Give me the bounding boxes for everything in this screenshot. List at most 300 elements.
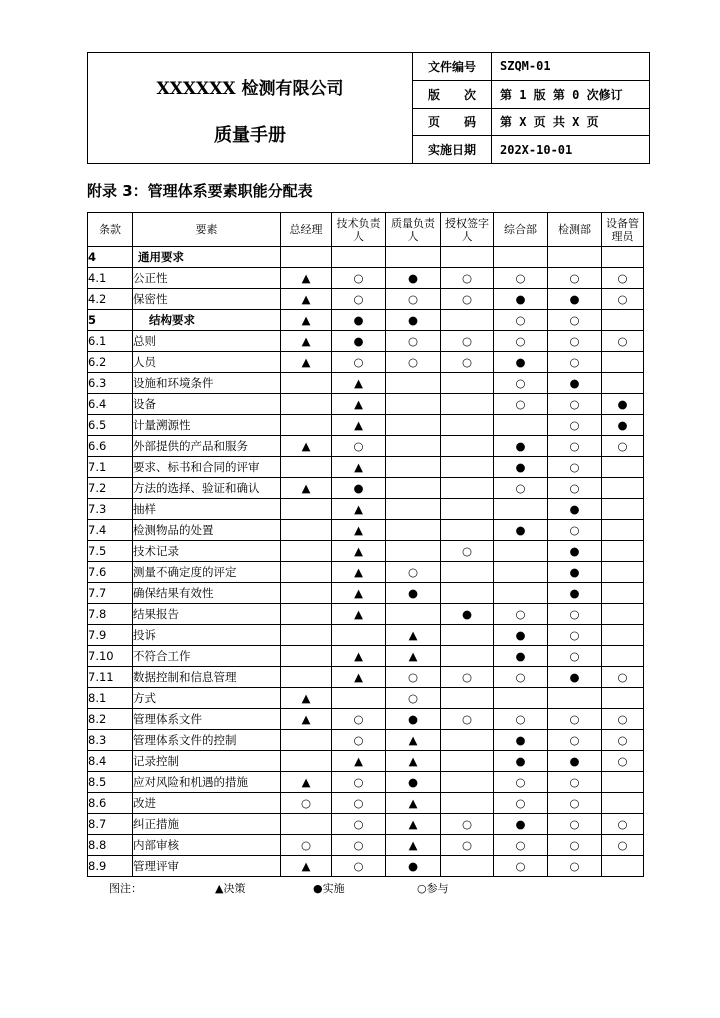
role-mark	[281, 415, 332, 436]
role-mark	[386, 457, 441, 478]
role-mark	[548, 247, 602, 268]
clause-number: 8.2	[88, 709, 133, 730]
role-mark: ●	[548, 562, 602, 583]
role-mark: ○	[494, 268, 548, 289]
table-row	[88, 289, 644, 310]
element-name: 外部提供的产品和服务	[133, 436, 281, 457]
role-mark	[281, 646, 332, 667]
table-row	[88, 667, 644, 688]
role-mark: ●	[494, 520, 548, 541]
table-row	[88, 520, 644, 541]
element-name: 确保结果有效性	[133, 583, 281, 604]
role-mark	[386, 604, 441, 625]
role-mark: ○	[548, 310, 602, 331]
table-header-row	[88, 213, 644, 247]
role-mark	[602, 646, 644, 667]
role-mark: ●	[548, 289, 602, 310]
role-mark: ○	[548, 646, 602, 667]
role-mark	[281, 730, 332, 751]
clause-number: 8.5	[88, 772, 133, 793]
role-mark: ▲	[332, 499, 386, 520]
role-mark: ▲	[281, 856, 332, 877]
role-mark	[281, 373, 332, 394]
role-mark: ●	[548, 373, 602, 394]
role-mark: ●	[548, 751, 602, 772]
role-mark	[332, 625, 386, 646]
table-row	[88, 436, 644, 457]
edition-value: 第 1 版 第 0 次修订	[500, 87, 623, 102]
role-mark: ○	[548, 604, 602, 625]
col-header-testing-dept: 检测部	[548, 213, 602, 247]
role-mark: ○	[494, 394, 548, 415]
role-mark: ○	[441, 814, 494, 835]
role-mark	[281, 394, 332, 415]
edition-label: 版 次	[413, 81, 492, 108]
role-mark	[441, 562, 494, 583]
role-mark: ▲	[281, 331, 332, 352]
role-mark: ▲	[386, 835, 441, 856]
role-mark	[332, 688, 386, 709]
role-mark: ○	[548, 793, 602, 814]
role-mark: ○	[332, 289, 386, 310]
role-mark: ●	[441, 604, 494, 625]
role-mark: ▲	[386, 814, 441, 835]
role-mark: ○	[386, 562, 441, 583]
element-name: 管理体系文件的控制	[133, 730, 281, 751]
date-value: 202X-10-01	[500, 142, 573, 157]
clause-number: 6.3	[88, 373, 133, 394]
role-mark: ○	[548, 520, 602, 541]
role-mark: ▲	[386, 793, 441, 814]
role-mark: ●	[602, 415, 644, 436]
clause-number: 8.9	[88, 856, 133, 877]
clause-number: 4.1	[88, 268, 133, 289]
role-mark: ●	[494, 352, 548, 373]
role-mark: ○	[494, 793, 548, 814]
table-row	[88, 499, 644, 520]
element-name: 结果报告	[133, 604, 281, 625]
clause-number: 8.6	[88, 793, 133, 814]
role-mark: ○	[602, 436, 644, 457]
role-mark	[494, 583, 548, 604]
element-name: 内部审核	[133, 835, 281, 856]
table-row	[88, 793, 644, 814]
legend-label: 图注：	[109, 882, 142, 895]
role-mark	[281, 562, 332, 583]
function-allocation-table	[87, 212, 644, 877]
role-mark	[441, 688, 494, 709]
role-mark	[386, 415, 441, 436]
role-mark	[386, 541, 441, 562]
table-row	[88, 625, 644, 646]
role-mark: ○	[602, 709, 644, 730]
element-name: 测量不确定度的评定	[133, 562, 281, 583]
role-mark: ○	[386, 667, 441, 688]
role-mark	[602, 583, 644, 604]
role-mark: ○	[332, 352, 386, 373]
role-mark	[441, 373, 494, 394]
element-name: 管理评审	[133, 856, 281, 877]
role-mark: ○	[441, 835, 494, 856]
clause-number: 7.6	[88, 562, 133, 583]
clause-number: 7.2	[88, 478, 133, 499]
legend	[87, 880, 547, 898]
role-mark	[441, 436, 494, 457]
role-mark	[602, 310, 644, 331]
role-mark	[386, 394, 441, 415]
role-mark: ○	[548, 772, 602, 793]
role-mark: ●	[386, 772, 441, 793]
date-label: 实施日期	[413, 136, 492, 163]
role-mark	[441, 625, 494, 646]
role-mark: ▲	[281, 289, 332, 310]
role-mark	[494, 562, 548, 583]
role-mark	[602, 688, 644, 709]
table-row	[88, 394, 644, 415]
role-mark: ▲	[332, 541, 386, 562]
table-row	[88, 709, 644, 730]
role-mark	[602, 499, 644, 520]
role-mark	[386, 436, 441, 457]
role-mark: ○	[548, 352, 602, 373]
role-mark: ▲	[332, 604, 386, 625]
role-mark: ▲	[332, 394, 386, 415]
role-mark	[281, 499, 332, 520]
element-name: 结构要求	[133, 310, 281, 331]
header-info-block	[413, 53, 649, 163]
role-mark: ○	[332, 730, 386, 751]
role-mark: ○	[602, 331, 644, 352]
table-row	[88, 352, 644, 373]
legend-decision: ▲决策	[215, 882, 246, 895]
page-value: 第 X 页 共 X 页	[500, 115, 599, 130]
role-mark: ▲	[332, 562, 386, 583]
doc-number-label: 文件编号	[413, 53, 492, 80]
clause-number: 7.3	[88, 499, 133, 520]
role-mark	[441, 646, 494, 667]
role-mark: ○	[548, 268, 602, 289]
role-mark: ○	[441, 709, 494, 730]
role-mark	[602, 247, 644, 268]
role-mark: ○	[332, 772, 386, 793]
col-header-general-dept: 综合部	[494, 213, 548, 247]
clause-number: 7.5	[88, 541, 133, 562]
clause-number: 7.10	[88, 646, 133, 667]
element-name: 通用要求	[133, 247, 281, 268]
element-name: 要求、标书和合同的评审	[133, 457, 281, 478]
role-mark: ○	[548, 478, 602, 499]
col-header-technical-lead: 技术负责人	[332, 213, 386, 247]
clause-number: 8.3	[88, 730, 133, 751]
table-row	[88, 478, 644, 499]
role-mark	[602, 856, 644, 877]
role-mark: ○	[494, 373, 548, 394]
role-mark: ▲	[332, 751, 386, 772]
role-mark	[441, 856, 494, 877]
role-mark	[494, 688, 548, 709]
role-mark: ○	[386, 289, 441, 310]
role-mark: ○	[441, 541, 494, 562]
table-row	[88, 646, 644, 667]
role-mark: ○	[332, 793, 386, 814]
role-mark: ○	[602, 730, 644, 751]
role-mark: ○	[548, 331, 602, 352]
role-mark: ○	[548, 625, 602, 646]
role-mark: ▲	[332, 646, 386, 667]
clause-number: 4	[88, 247, 133, 268]
role-mark: ○	[494, 478, 548, 499]
role-mark: ▲	[386, 730, 441, 751]
element-name: 应对风险和机遇的措施	[133, 772, 281, 793]
role-mark: ▲	[281, 772, 332, 793]
role-mark: ▲	[386, 751, 441, 772]
role-mark	[494, 247, 548, 268]
page-label: 页 码	[413, 109, 492, 136]
role-mark	[332, 247, 386, 268]
role-mark	[441, 751, 494, 772]
table-row	[88, 604, 644, 625]
role-mark: ○	[441, 289, 494, 310]
role-mark	[602, 604, 644, 625]
role-mark: ○	[548, 709, 602, 730]
role-mark: ○	[281, 835, 332, 856]
role-mark	[281, 814, 332, 835]
role-mark: ▲	[281, 352, 332, 373]
role-mark	[281, 247, 332, 268]
clause-number: 7.1	[88, 457, 133, 478]
clause-number: 6.4	[88, 394, 133, 415]
legend-participate: ○参与	[417, 882, 449, 895]
role-mark: ●	[386, 310, 441, 331]
clause-number: 7.8	[88, 604, 133, 625]
role-mark: ○	[602, 814, 644, 835]
role-mark: ○	[548, 415, 602, 436]
role-mark: ●	[332, 310, 386, 331]
table-row	[88, 814, 644, 835]
role-mark: ●	[386, 583, 441, 604]
clause-number: 7.7	[88, 583, 133, 604]
element-name: 不符合工作	[133, 646, 281, 667]
role-mark: ▲	[281, 709, 332, 730]
element-name: 计量溯源性	[133, 415, 281, 436]
table-row	[88, 415, 644, 436]
clause-number: 7.4	[88, 520, 133, 541]
role-mark: ●	[332, 331, 386, 352]
role-mark	[602, 562, 644, 583]
role-mark	[441, 394, 494, 415]
role-mark: ○	[332, 835, 386, 856]
clause-number: 6.5	[88, 415, 133, 436]
role-mark	[441, 478, 494, 499]
clause-number: 8.7	[88, 814, 133, 835]
role-mark	[441, 310, 494, 331]
role-mark	[548, 688, 602, 709]
header-row-page	[413, 109, 649, 137]
company-name: XXXXXX 检测有限公司	[156, 78, 344, 99]
element-name: 改进	[133, 793, 281, 814]
role-mark	[441, 457, 494, 478]
element-name: 数据控制和信息管理	[133, 667, 281, 688]
clause-number: 4.2	[88, 289, 133, 310]
role-mark	[602, 373, 644, 394]
clause-number: 5	[88, 310, 133, 331]
table-body	[88, 247, 644, 877]
role-mark: ●	[494, 289, 548, 310]
role-mark	[494, 499, 548, 520]
header-title-block	[88, 53, 413, 163]
role-mark	[281, 604, 332, 625]
role-mark: ●	[494, 646, 548, 667]
role-mark	[441, 247, 494, 268]
role-mark: ○	[281, 793, 332, 814]
col-header-clause: 条款	[88, 213, 133, 247]
clause-number: 8.8	[88, 835, 133, 856]
role-mark: ○	[494, 667, 548, 688]
element-name: 方式	[133, 688, 281, 709]
role-mark	[441, 499, 494, 520]
role-mark: ○	[494, 331, 548, 352]
role-mark	[494, 541, 548, 562]
role-mark: ○	[441, 331, 494, 352]
element-name: 抽样	[133, 499, 281, 520]
role-mark: ○	[602, 835, 644, 856]
role-mark	[386, 520, 441, 541]
role-mark: ▲	[281, 268, 332, 289]
role-mark: ○	[548, 856, 602, 877]
role-mark: ●	[494, 625, 548, 646]
table-row	[88, 583, 644, 604]
element-name: 公正性	[133, 268, 281, 289]
element-name: 技术记录	[133, 541, 281, 562]
role-mark: ○	[548, 436, 602, 457]
table-row	[88, 751, 644, 772]
role-mark	[281, 583, 332, 604]
table-row	[88, 562, 644, 583]
role-mark	[281, 457, 332, 478]
role-mark: ●	[494, 730, 548, 751]
table-row	[88, 772, 644, 793]
role-mark: ○	[494, 856, 548, 877]
role-mark: ○	[602, 289, 644, 310]
table-row	[88, 835, 644, 856]
role-mark	[281, 667, 332, 688]
table-row	[88, 856, 644, 877]
element-name: 投诉	[133, 625, 281, 646]
table-row	[88, 247, 644, 268]
role-mark: ○	[548, 814, 602, 835]
role-mark	[602, 793, 644, 814]
col-header-authorized-signatory: 授权签字人	[441, 213, 494, 247]
role-mark: ○	[386, 352, 441, 373]
doc-number-value: SZQM-01	[500, 59, 551, 74]
legend-implement: ●实施	[313, 882, 345, 895]
element-name: 纠正措施	[133, 814, 281, 835]
role-mark	[386, 478, 441, 499]
role-mark: ●	[494, 814, 548, 835]
role-mark: ▲	[386, 625, 441, 646]
role-mark: ○	[332, 268, 386, 289]
role-mark: ○	[602, 667, 644, 688]
role-mark: ○	[386, 688, 441, 709]
role-mark: ▲	[332, 667, 386, 688]
role-mark	[386, 373, 441, 394]
role-mark	[602, 520, 644, 541]
role-mark: ○	[548, 730, 602, 751]
table-row	[88, 331, 644, 352]
element-name: 人员	[133, 352, 281, 373]
role-mark: ●	[386, 268, 441, 289]
role-mark: ▲	[281, 688, 332, 709]
role-mark	[386, 499, 441, 520]
role-mark: ○	[602, 268, 644, 289]
role-mark: ●	[548, 541, 602, 562]
role-mark	[494, 415, 548, 436]
role-mark	[441, 415, 494, 436]
role-mark: ▲	[332, 373, 386, 394]
role-mark: ●	[602, 394, 644, 415]
role-mark: ▲	[281, 478, 332, 499]
role-mark: ●	[494, 751, 548, 772]
role-mark: ▲	[386, 646, 441, 667]
role-mark	[602, 457, 644, 478]
role-mark	[281, 751, 332, 772]
element-name: 设施和环境条件	[133, 373, 281, 394]
element-name: 保密性	[133, 289, 281, 310]
role-mark: ●	[548, 667, 602, 688]
role-mark	[441, 730, 494, 751]
role-mark: ○	[494, 709, 548, 730]
role-mark	[602, 772, 644, 793]
role-mark: ●	[332, 478, 386, 499]
role-mark: ○	[494, 604, 548, 625]
element-name: 总则	[133, 331, 281, 352]
table-row	[88, 268, 644, 289]
role-mark	[281, 520, 332, 541]
role-mark	[386, 247, 441, 268]
clause-number: 6.1	[88, 331, 133, 352]
clause-number: 6.6	[88, 436, 133, 457]
role-mark: ○	[386, 331, 441, 352]
role-mark: ●	[494, 457, 548, 478]
element-name: 方法的选择、验证和确认	[133, 478, 281, 499]
role-mark	[441, 793, 494, 814]
role-mark	[441, 772, 494, 793]
col-header-general-manager: 总经理	[281, 213, 332, 247]
role-mark: ○	[332, 436, 386, 457]
role-mark: ○	[602, 751, 644, 772]
element-name: 记录控制	[133, 751, 281, 772]
role-mark	[602, 478, 644, 499]
role-mark: ○	[441, 268, 494, 289]
table-row	[88, 373, 644, 394]
role-mark: ○	[548, 835, 602, 856]
role-mark: ●	[548, 583, 602, 604]
clause-number: 8.1	[88, 688, 133, 709]
clause-number: 7.11	[88, 667, 133, 688]
role-mark: ▲	[332, 457, 386, 478]
role-mark: ○	[441, 352, 494, 373]
role-mark	[281, 625, 332, 646]
element-name: 管理体系文件	[133, 709, 281, 730]
role-mark	[602, 541, 644, 562]
table-row	[88, 541, 644, 562]
role-mark: ●	[548, 499, 602, 520]
element-name: 设备	[133, 394, 281, 415]
role-mark: ▲	[332, 583, 386, 604]
role-mark: ●	[386, 709, 441, 730]
table-row	[88, 457, 644, 478]
role-mark: ○	[494, 835, 548, 856]
